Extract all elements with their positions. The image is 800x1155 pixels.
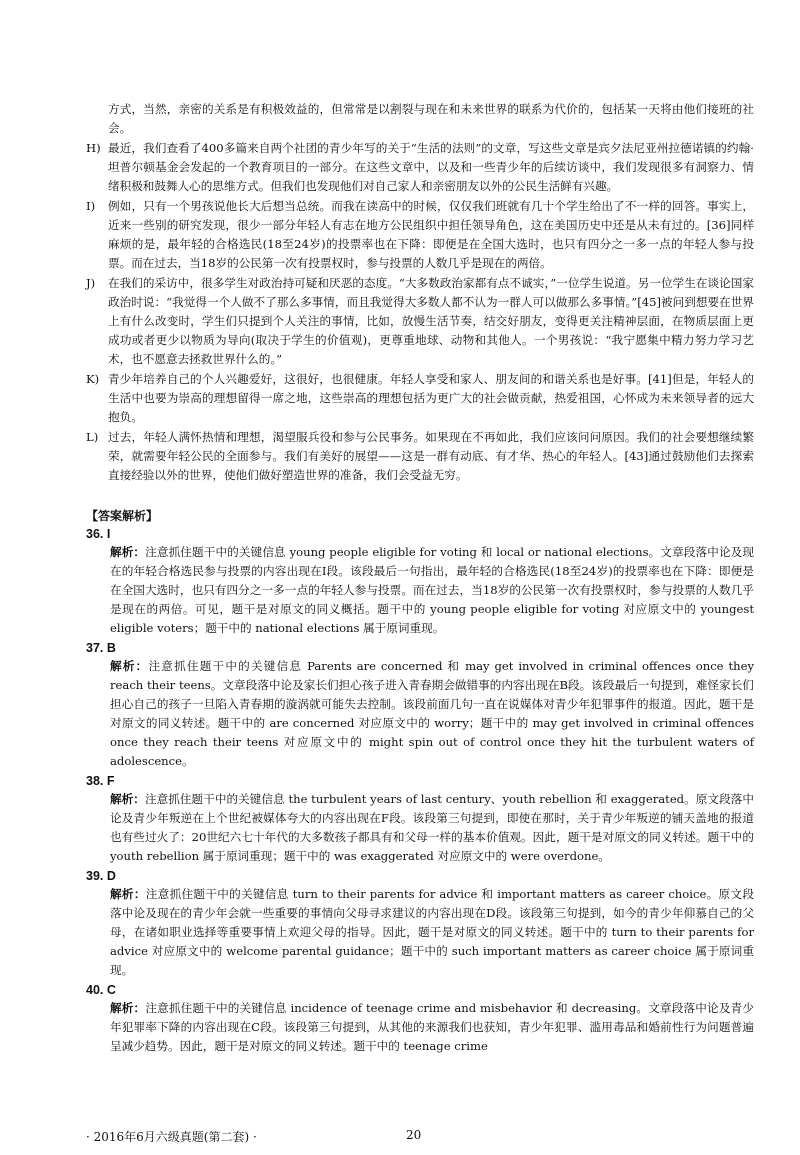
explanation-text: 注意抓住题干中的关键信息 young people eligible for voting 和 local or national elections。文章段落中论及现在的年轻合格选民参与投票的内容出现在I段。该段最后一句指出，最年轻的合格选民(18至24岁)的投票率也在下降：即便是在全国大选时，也只有四分之一多一点的年轻人参与投票。而在过去，当18岁的公民第一次有投票权时，参与投票的人数几乎是现在的两倍。可见，题干是对原文的同义概括。题干中的 young people eligible for voting 对应原文中的 youngest eligible voters；题干中的 national elections 属于原词重现。 [110, 545, 754, 635]
answer-explanation [86, 543, 754, 638]
answer-number: 39. D [86, 869, 116, 883]
explanation-label: 解析： [110, 659, 149, 673]
paragraph-text: 例如，只有一个男孩说他长大后想当总统。而我在读高中的时候，仅仅我们班就有几十个学生给出了不一样的回答。事实上，近来一些别的研究发现，很少一部分年轻人有志在地方公民组织中担任领导角色，这在美国历史中还是从未有过的。[36]同样麻烦的是，最年轻的合格选民(18至24岁)的投票率也在下降：即便是在全国大选时，也只有四分之一多一点的年轻人参与投票。而在过去，当18岁的公民第一次有投票权时，参与投票的人数几乎是现在的两倍。 [108, 199, 754, 270]
paragraph-text: 最近，我们查看了400多篇来自两个社团的青少年写的关于“生活的法则”的文章，写这些文章是宾夕法尼亚州拉德诺镇的约翰·坦普尔顿基金会发起的一个教育项目的一部分。在这些文章中，以及和一些青少年的后续访谈中，我们发现很多有洞察力、情绪积极和鼓舞人心的思维方式。但我们也发现他们对自己家人和亲密朋友以外的公民生活鲜有兴趣。 [108, 141, 754, 193]
explanation-label: 解析： [110, 792, 145, 806]
answer-number: 38. F [86, 774, 115, 788]
footer-source: · 2016年6月六级真题(第二套) · [86, 1130, 257, 1144]
explanation-text: 注意抓住题干中的关键信息 the turbulent years of last century、youth rebellion 和 exaggerated。原文段落中论及青少年叛逆在上个世纪被媒体夸大的内容出现在F段。该段第三句提到，即使在那时，关于青少年叛逆的铺天盖地的报道也有些过火了：20世纪六七十年代的大多数孩子都具有和父母一样的基本价值观。因此，题干是对原文的同义转述。题干中的 youth rebellion 属于原词重现；题干中的 was exaggerated 对应原文中的 were overdone。 [110, 792, 754, 863]
paragraph-label: K) [86, 372, 100, 386]
explanation-text: 注意抓住题干中的关键信息 incidence of teenage crime and misbehavior 和 decreasing。文章段落中论及青少年犯罪率下降的内容出现在C段。该段第三句提到，从其他的来源我们也获知，青少年犯罪、滥用毒品和婚前性行为问题普遍呈减少趋势。因此，题干是对原文的同义转述。题干中的 teenage crime [110, 1001, 754, 1053]
passage-paragraph-k [86, 370, 754, 427]
paragraph-label: H) [86, 141, 101, 155]
page-body [86, 100, 754, 1059]
explanation-text: 注意抓住题干中的关键信息 turn to their parents for advice 和 important matters as career choice。原文段落中论及现在的青少年会就一些重要的事情向父母寻求建议的内容出现在D段。该段第三句提到，如今的青少年仰慕自己的父母，在诸如职业选择等重要事情上欢迎父母的指导。因此，题干是对原文的同义转述。题干中的 turn to their parents for advice 对应原文中的 welcome parental guidance；题干中的 such important matters as career choice 属于原词重现。 [110, 887, 754, 977]
explanation-text: 注意抓住题干中的关键信息 Parents are concerned 和 may get involved in criminal offences once they reach their teens。文章段落中论及家长们担心孩子进入青春期会做错事的内容出现在B段。该段最后一句提到，难怪家长们担心自己的孩子一旦陷入青春期的漩涡就可能失去控制。该段前面几句一直在说媒体对青少年犯罪事件的报道。因此，题干是对原文的同义转述。题干中的 are concerned 对应原文中的 worry；题干中的 may get involved in criminal offences once they reach their teens 对应原文中的 might spin out of control once they hit the turbulent waters of adolescence。 [110, 659, 754, 768]
explanation-label: 解析： [110, 545, 146, 559]
paragraph-text: 青少年培养自己的个人兴趣爱好，这很好，也很健康。年轻人享受和家人、朋友间的和谐关系也是好事。[41]但是，年轻人的生活中也要为崇高的理想留得一席之地，这些崇高的理想包括为更广大的社会做贡献，热爱祖国，心怀成为未来领导者的远大抱负。 [108, 372, 754, 424]
answer-number: 36. I [86, 527, 111, 541]
answer-explanation [86, 657, 754, 771]
answers-heading: 【答案解析】 [86, 509, 159, 523]
paragraph-label: J) [86, 276, 96, 290]
paragraph-label: I) [86, 199, 96, 213]
page-number: 20 [406, 1128, 422, 1142]
paragraph-label: L) [86, 430, 99, 444]
answer-explanation [86, 885, 754, 980]
paragraph-text: 过去，年轻人满怀热情和理想，渴望服兵役和参与公民事务。如果现在不再如此，我们应该问问原因。我们的社会要想继续繁荣，就需要年轻公民的全面参与。我们有美好的展望——这是一群有动底、有才华、热心的年轻人。[43]通过鼓励他们去探索直接经验以外的世界，使他们做好塑造世界的准备，我们会受益无穷。 [108, 430, 754, 482]
answer-number: 40. C [86, 983, 116, 997]
answer-number: 37. B [86, 641, 116, 655]
answer-explanation [86, 790, 754, 866]
explanation-label: 解析： [110, 1001, 146, 1015]
passage-paragraph-l [86, 428, 754, 485]
passage-continuation: 方式，当然，亲密的关系是有积极效益的，但常常是以割裂与现在和未来世界的联系为代价的，包括某一天将由他们接班的社会。 [108, 102, 754, 135]
explanation-label: 解析： [110, 887, 146, 901]
answer-explanation [86, 999, 754, 1056]
passage-paragraph-j [86, 274, 754, 369]
passage-paragraph-h [86, 139, 754, 196]
paragraph-text: 在我们的采访中，很多学生对政治持可疑和厌恶的态度。“大多数政治家都有点不诚实，”一位学生说道。另一位学生在谈论国家政治时说：“我觉得一个人做不了那么多事情，而且我觉得大多数人都不认为一群人可以做那么多事情。”[45]被问到想要在世界上有什么改变时，学生们只提到个人关注的事情，比如，放慢生活节奏，结交好朋友，变得更关注精神层面，在物质层面上更成功或者更少以物质为导向(取决于学生的价值观)，更尊重地球、动物和其他人。一个男孩说：“我宁愿集中精力努力学习艺术，也不愿意去拯救世界什么的。” [108, 276, 754, 366]
passage-paragraph-i [86, 197, 754, 273]
